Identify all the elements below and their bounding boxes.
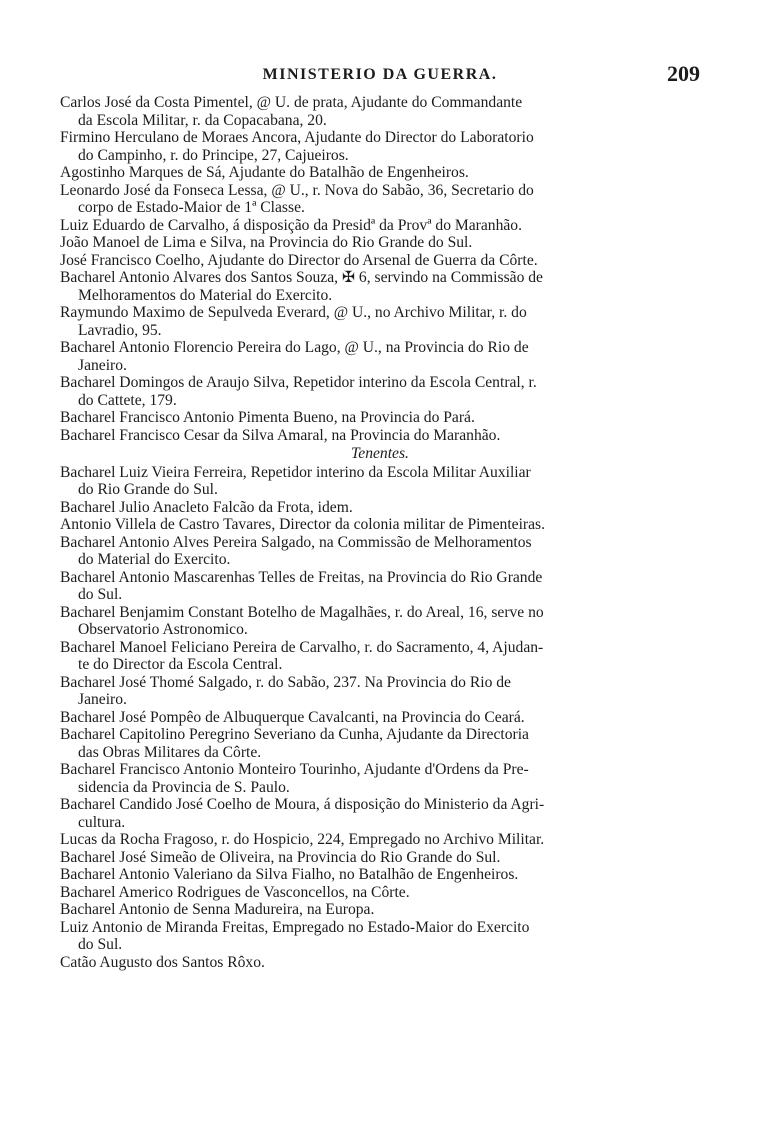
entries-top-group xyxy=(60,94,700,444)
list-entry: Bacharel Americo Rodrigues de Vasconcellos, na Côrte. xyxy=(60,883,410,901)
list-entry: Bacharel Antonio Alves Pereira Salgado, na Commissão de Melhoramentos do Material do Exercito. xyxy=(60,533,532,568)
officer-list xyxy=(60,94,700,971)
running-head xyxy=(60,58,700,94)
list-entry: Bacharel Benjamim Constant Botelho de Magalhães, r. do Areal, 16, serve no Observatorio Astronomico. xyxy=(60,603,544,638)
list-entry: Firmino Herculano de Moraes Ancora, Ajudante do Director do Laboratorio do Campinho, r. do Principe, 27, Cajueiros. xyxy=(60,129,534,164)
list-entry: Bacharel Candido José Coelho de Moura, á disposição do Ministerio da Agri- cultura. xyxy=(60,796,545,831)
list-entry: Bacharel Antonio Florencio Pereira do Lago, @ U., na Provincia do Rio de Janeiro. xyxy=(60,339,529,374)
list-entry: Raymundo Maximo de Sepulveda Everard, @ U., no Archivo Militar, r. do Lavradio, 95. xyxy=(60,304,527,339)
list-entry: Lucas da Rocha Fragoso, r. do Hospicio, 224, Empregado no Archivo Militar. xyxy=(60,831,545,848)
list-entry: Bacharel Antonio Valeriano da Silva Fialho, no Batalhão de Engenheiros. xyxy=(60,866,519,883)
list-entry: Bacharel José Thomé Salgado, r. do Sabão, 237. Na Provincia do Rio de Janeiro. xyxy=(60,673,511,708)
list-entry: Catão Augusto dos Santos Rôxo. xyxy=(60,953,265,971)
document-page xyxy=(60,58,700,971)
list-entry: José Francisco Coelho, Ajudante do Director do Arsenal de Guerra da Côrte. xyxy=(60,251,538,269)
page-number: 209 xyxy=(667,61,700,86)
list-entry: Bacharel José Pompêo de Albuquerque Cavalcanti, na Provincia do Ceará. xyxy=(60,708,525,726)
list-entry: Antonio Villela de Castro Tavares, Director da colonia militar de Pimenteiras. xyxy=(60,516,545,533)
list-entry: Carlos José da Costa Pimentel, @ U. de prata, Ajudante do Commandante da Escola Militar, r. da Copacabana, 20. xyxy=(60,94,523,129)
list-entry: Bacharel Antonio Mascarenhas Telles de Freitas, na Provincia do Rio Grande do Sul. xyxy=(60,568,543,603)
list-entry: Bacharel Luiz Vieira Ferreira, Repetidor interino da Escola Militar Auxiliar do Rio Grande do Sul. xyxy=(60,463,531,498)
list-entry: Bacharel Manoel Feliciano Pereira de Carvalho, r. do Sacramento, 4, Ajudan- te do Director da Escola Central. xyxy=(60,638,544,673)
list-entry: Bacharel Antonio de Senna Madureira, na Europa. xyxy=(60,901,375,918)
list-entry: Leonardo José da Fonseca Lessa, @ U., r. Nova do Sabão, 36, Secretario do corpo de Estado-Maior de 1ª Classe. xyxy=(60,181,534,216)
list-entry: Bacharel José Simeão de Oliveira, na Provincia do Rio Grande do Sul. xyxy=(60,848,501,866)
entries-tenentes-group xyxy=(60,464,700,972)
list-entry: Bacharel Francisco Antonio Pimenta Bueno, na Provincia do Pará. xyxy=(60,409,475,426)
header-title: MINISTERIO DA GUERRA. xyxy=(262,66,498,83)
list-entry: Bacharel Francisco Cesar da Silva Amaral, na Provincia do Maranhão. xyxy=(60,426,501,444)
list-entry: João Manoel de Lima e Silva, na Provincia do Rio Grande do Sul. xyxy=(60,234,473,251)
section-heading-tenentes: Tenentes. xyxy=(351,445,409,462)
list-entry: Bacharel Julio Anacleto Falcão da Frota, idem. xyxy=(60,498,353,516)
list-entry: Luiz Antonio de Miranda Freitas, Empregado no Estado-Maior do Exercito do Sul. xyxy=(60,918,530,953)
list-entry: Luiz Eduardo de Carvalho, á disposição da Presidª da Provª do Maranhão. xyxy=(60,216,523,234)
list-entry: Bacharel Domingos de Araujo Silva, Repetidor interino da Escola Central, r. do Cattete, 179. xyxy=(60,374,537,409)
list-entry: Bacharel Capitolino Peregrino Severiano da Cunha, Ajudante da Directoria das Obras Militares da Côrte. xyxy=(60,726,529,761)
list-entry: Bacharel Francisco Antonio Monteiro Tourinho, Ajudante d'Ordens da Pre- sidencia da Provincia de S. Paulo. xyxy=(60,761,529,796)
list-entry: Agostinho Marques de Sá, Ajudante do Batalhão de Engenheiros. xyxy=(60,164,469,181)
list-entry: Bacharel Antonio Alvares dos Santos Souza, ✠ 6, servindo na Commissão de Melhoramentos do Material do Exercito. xyxy=(60,269,543,304)
